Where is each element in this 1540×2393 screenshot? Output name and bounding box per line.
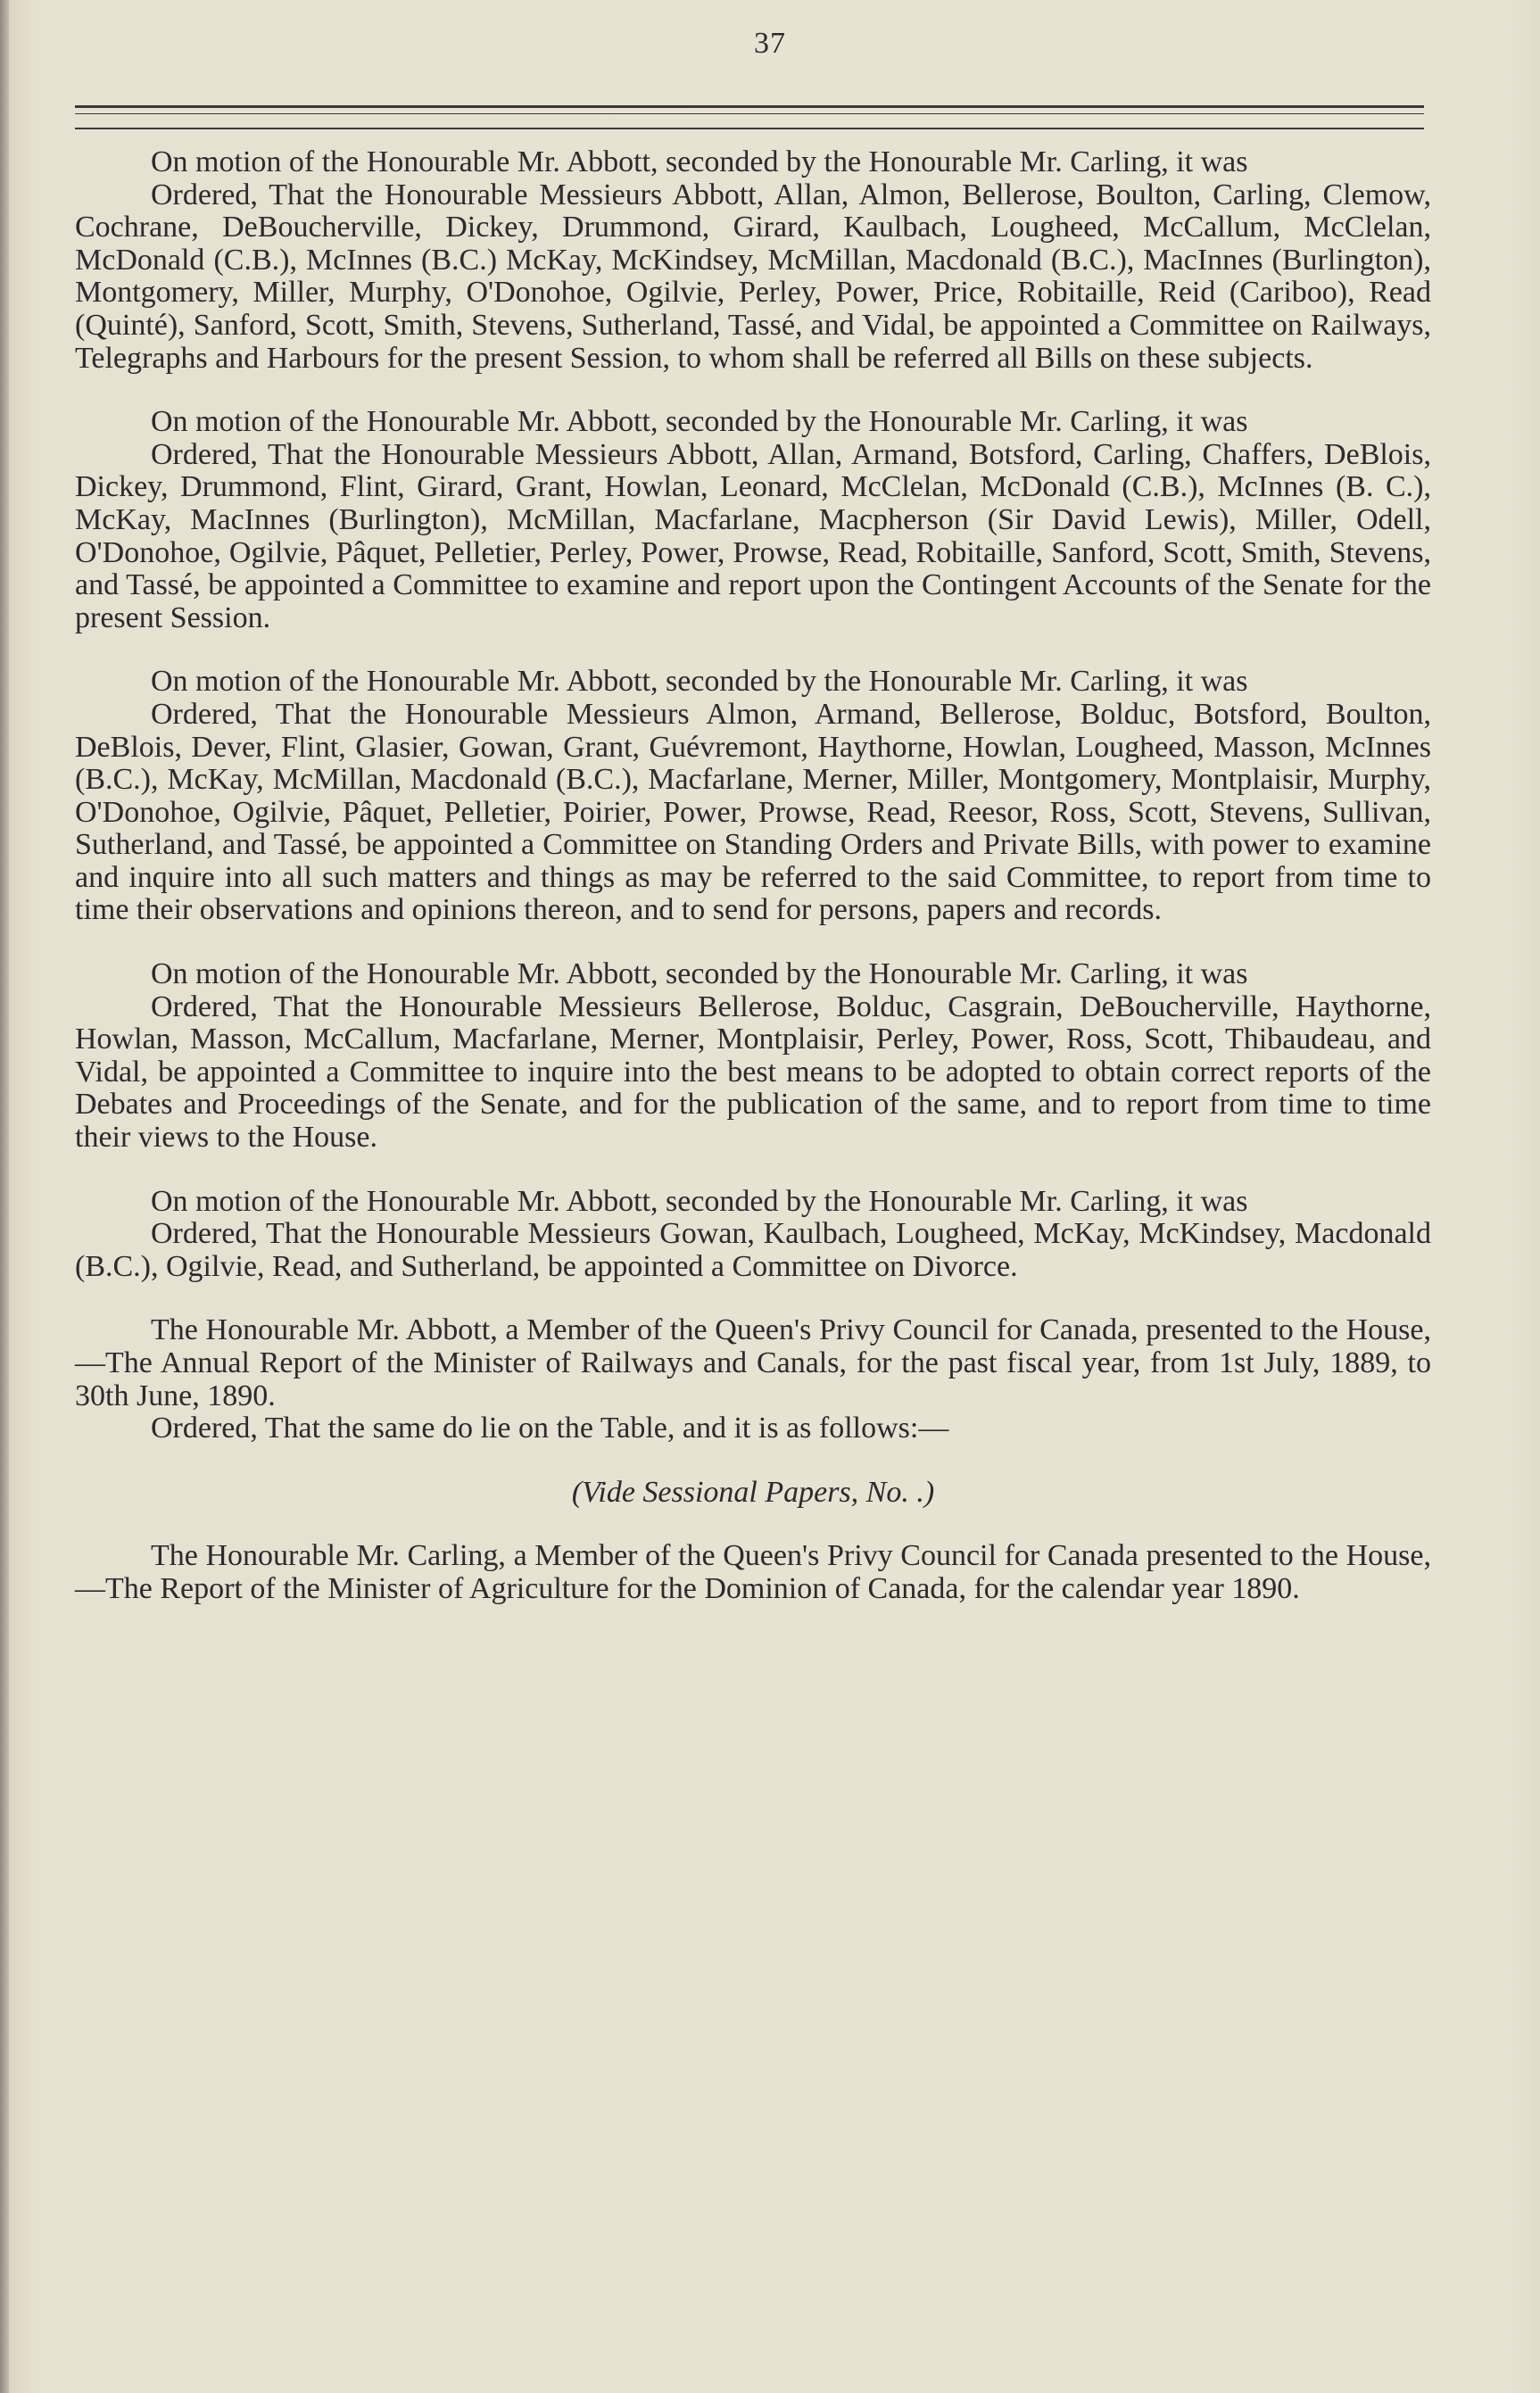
binding-edge [0,0,9,2393]
order-text: Ordered, That the Honourable Messieurs Abbott, Allan, Almon, Bellerose, Boulton, Carling, Clemow, Cochrane, DeBoucherville, Dickey, Drummond, Girard, Kaulbach, Lougheed, McCallum, McClelan, McDonald (C.B.), McInnes (B.C.) McKay, McKindsey, McMillan, Macdonald (B.C.), MacInnes (Burlington), Montgomery, Miller, Murphy, O'Donohoe, Ogilvie, Perley, Power, Price, Robitaille, Reid (Cariboo), Read (Quinté), Sanford, Scott, Smith, Stevens, Sutherland, Tassé, and Vidal, be appointed a Committee on Railways, Telegraphs and Harbours for the present Session, to whom shall be referred all Bills on these subjects. [75,178,1431,375]
order-text: Ordered, That the Honourable Messieurs Bellerose, Bolduc, Casgrain, DeBoucherville, Haythorne, Howlan, Masson, McCallum, Macfarlane, Merner, Montplaisir, Perley, Power, Ross, Scott, Thibaudeau, and Vidal, be appointed a Committee to inquire into the best means to be adopted to obtain correct reports of the Debates and Proceedings of the Senate, and for the publication of the same, and to report from time to time their views to the House. [75,989,1431,1155]
order-text: Ordered, That the same do lie on the Table, and it is as follows:— [151,1412,949,1445]
motion-contingent-accounts-committee [75,406,1431,634]
motion-text: On motion of the Honourable Mr. Abbott, seconded by the Honourable Mr. Carling, it was [151,665,1248,699]
agriculture-report-presentation [75,1540,1431,1605]
motion-standing-orders-committee [75,666,1431,927]
motion-text: On motion of the Honourable Mr. Abbott, seconded by the Honourable Mr. Carling, it was [151,1184,1248,1218]
order-text: Ordered, That the Honourable Messieurs Abbott, Allan, Armand, Botsford, Carling, Chaffers, DeBlois, Dickey, Drummond, Flint, Girard, Grant, Howlan, Leonard, McClelan, McDonald (C.B.), McInnes (B. C.), McKay, MacInnes (Burlington), McMillan, Macfarlane, Macpherson (Sir David Lewis), Miller, Odell, O'Donohoe, Ogilvie, Pâquet, Pelletier, Perley, Power, Prowse, Read, Robitaille, Sanford, Scott, Smith, Stevens, and Tassé, be appointed a Committee to examine and report upon the Contingent Accounts of the Senate for the present Session. [75,437,1431,634]
page-number: 37 [754,27,786,60]
motion-text: On motion of the Honourable Mr. Abbott, seconded by the Honourable Mr. Carling, it was [151,145,1248,178]
railways-report-presentation [75,1314,1431,1445]
motion-divorce-committee [75,1186,1431,1284]
motion-railways-committee [75,146,1431,375]
motion-debates-reports-committee [75,958,1431,1155]
motion-text: On motion of the Honourable Mr. Abbott, seconded by the Honourable Mr. Carling, it was [151,405,1248,439]
header-rule-bottom [75,128,1424,129]
order-text: Ordered, That the Honourable Messieurs Gowan, Kaulbach, Lougheed, McKay, McKindsey, Macdonald (B.C.), Ogilvie, Read, and Sutherland, be appointed a Committee on Divorce. [75,1217,1431,1283]
presentation-text: The Honourable Mr. Carling, a Member of the Queen's Privy Council for Canada presented to the House,—The Report of the Minister of Agriculture for the Dominion of Canada, for the calendar year 1890. [75,1539,1431,1605]
motion-text: On motion of the Honourable Mr. Abbott, seconded by the Honourable Mr. Carling, it was [151,957,1248,991]
header-rule-thick [75,105,1424,108]
vide-sessional-papers-note [75,1477,1431,1510]
vide-note-text: (Vide Sessional Papers, No. .) [571,1475,935,1509]
order-text: Ordered, That the Honourable Messieurs Almon, Armand, Bellerose, Bolduc, Botsford, Boulton, DeBlois, Dever, Flint, Glasier, Gowan, Grant, Guévremont, Haythorne, Howlan, Lougheed, Masson, McInnes (B.C.), McKay, McMillan, Macdonald (B.C.), Macfarlane, Merner, Miller, Montgomery, Montplaisir, Murphy, O'Donohoe, Ogilvie, Pâquet, Pelletier, Poirier, Power, Prowse, Read, Reesor, Ross, Scott, Stevens, Sullivan, Sutherland, and Tassé, be appointed a Committee on Standing Orders and Private Bills, with power to examine and inquire into all such matters and things as may be referred to the said Committee, to report from time to time their observations and opinions thereon, and to send for persons, papers and records. [75,697,1431,927]
page-body [75,146,1431,1637]
header-rule-thin [75,113,1424,114]
presentation-text: The Honourable Mr. Abbott, a Member of the Queen's Privy Council for Canada, presented to the House,—The Annual Report of the Minister of Railways and Canals, for the past fiscal year, from 1st July, 1889, to 30th June, 1890. [75,1313,1431,1412]
